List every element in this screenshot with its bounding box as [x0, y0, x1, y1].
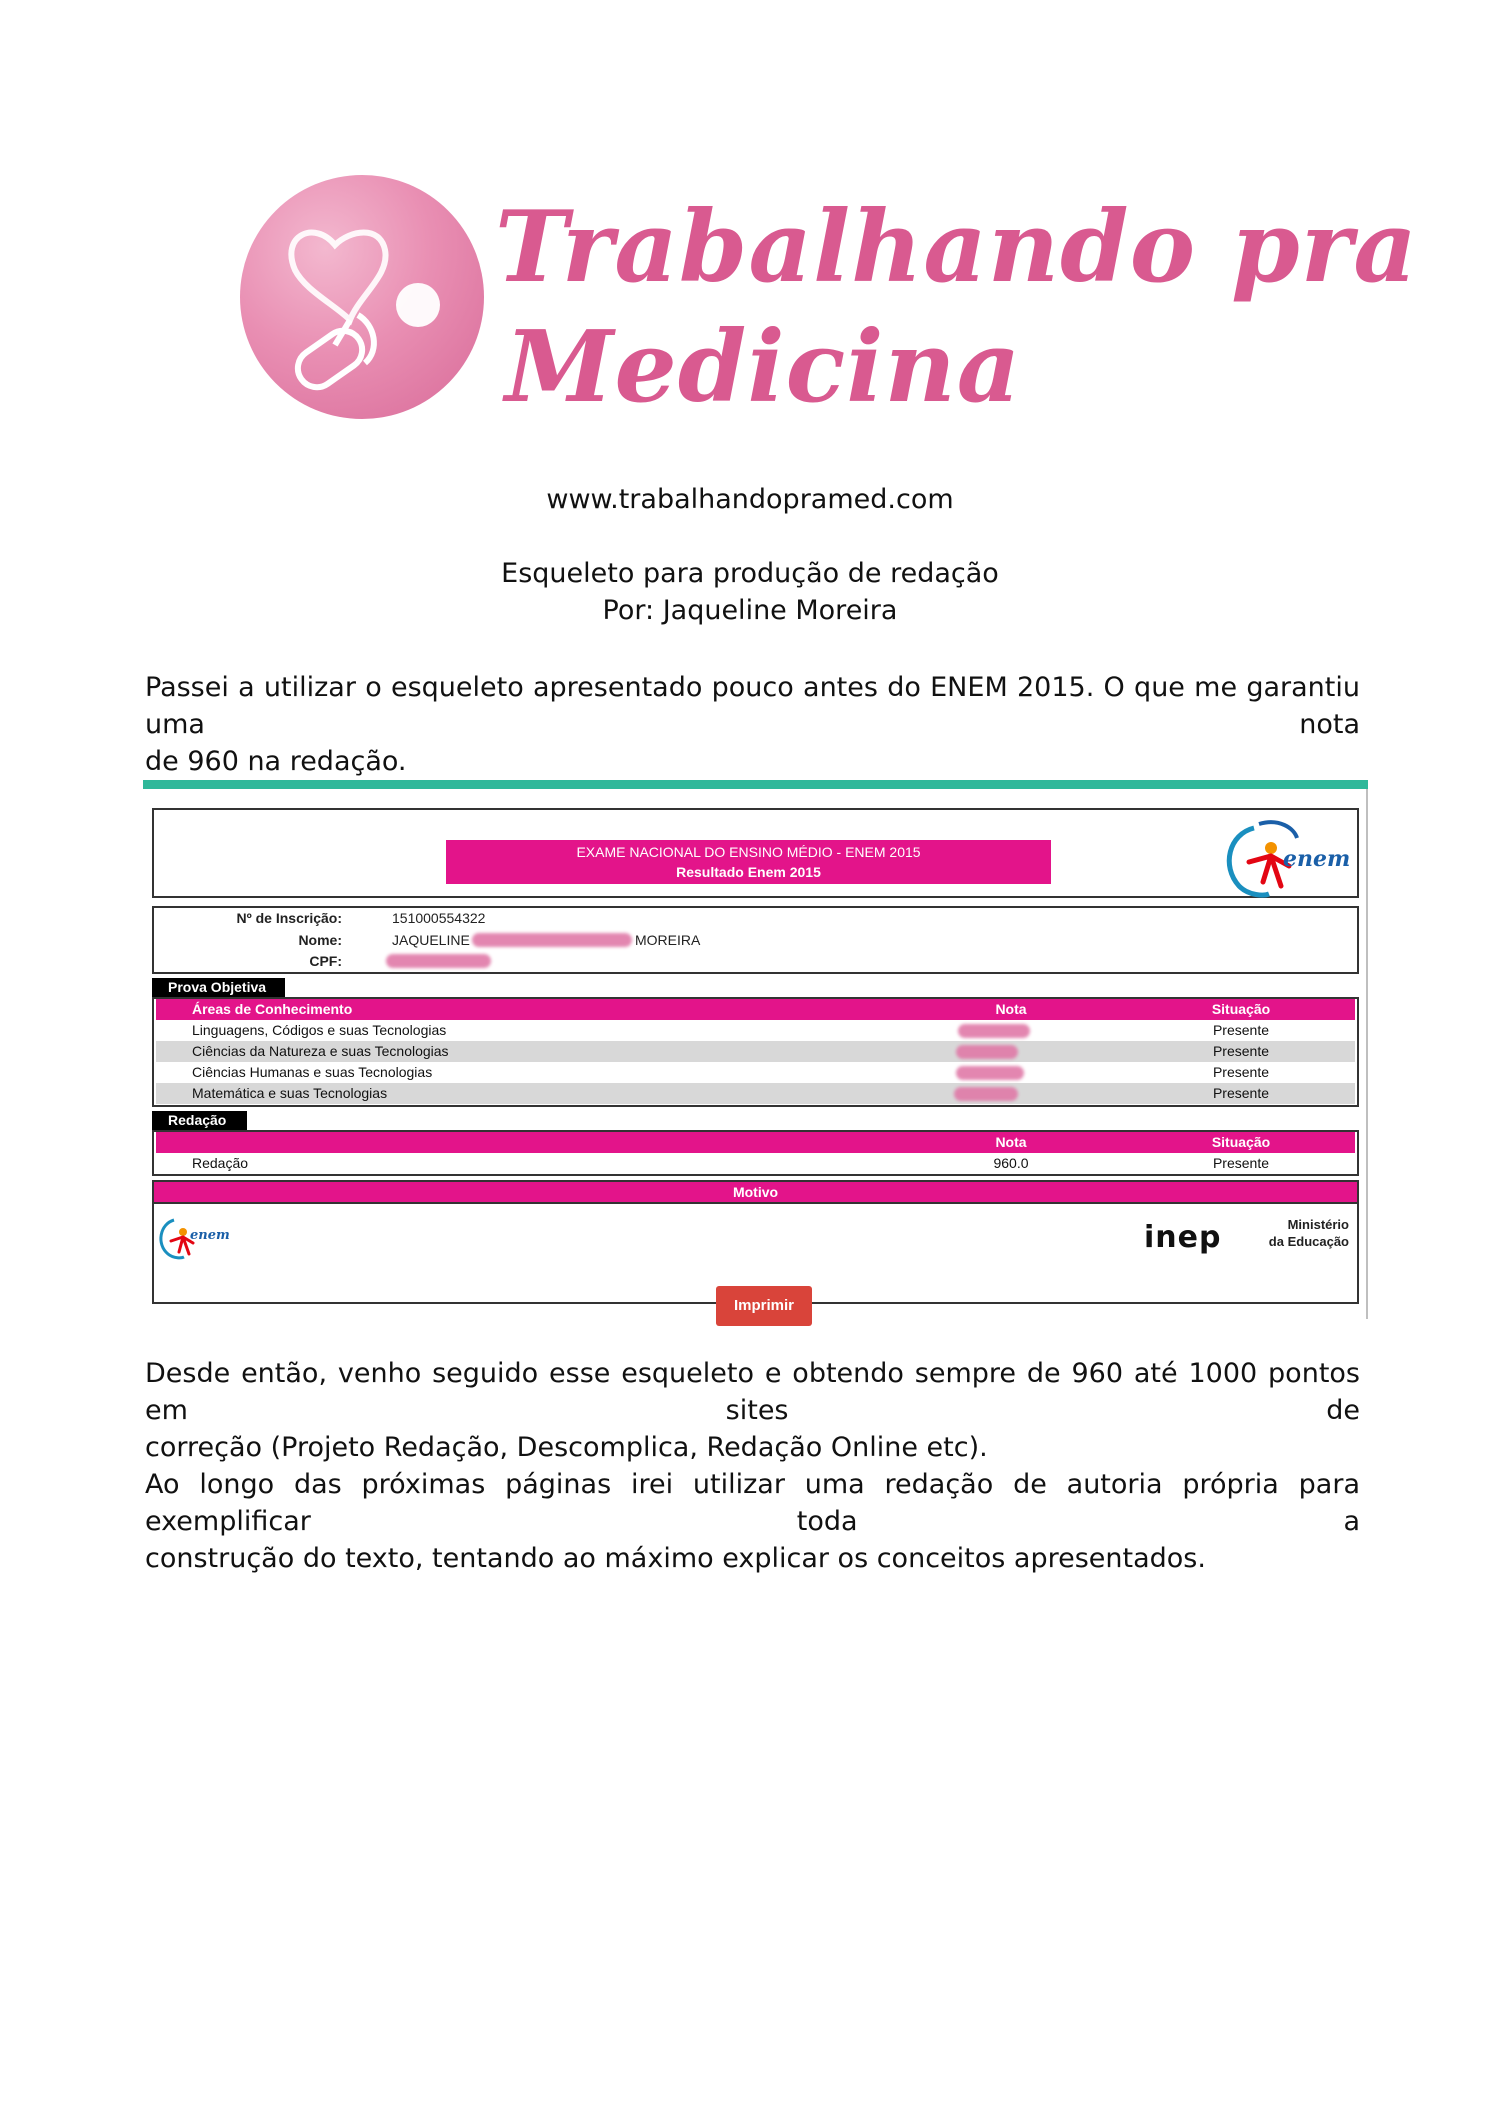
screenshot-top-bar [143, 780, 1368, 789]
next-pages-line-2: construção do texto, tentando ao máximo explicar os conceitos apresentados. [145, 1543, 1206, 1574]
ministerio-line1: Ministério [1287, 1217, 1349, 1232]
area-name: Ciências Humanas e suas Tecnologias [192, 1064, 433, 1080]
redacted-name [472, 933, 632, 947]
inscricao-label: Nº de Inscrição: [236, 910, 342, 926]
inep-logo: inep [1144, 1220, 1222, 1255]
objetiva-header-row [156, 999, 1355, 1020]
ministerio-logo [1269, 1216, 1349, 1250]
nome-last: MOREIRA [635, 932, 701, 948]
col-nota-header: Nota [995, 1134, 1027, 1150]
result-footer-box [152, 1204, 1359, 1314]
next-pages-line-1: Ao longo das próximas páginas irei utilizar uma redação de autoria própria para exemplificar toda a [145, 1469, 1360, 1537]
table-row [156, 1062, 1355, 1083]
redacao-score: 960.0 [993, 1155, 1029, 1171]
table-row [156, 1020, 1355, 1041]
footer-enem-text: enem [190, 1228, 230, 1243]
col-situacao-header: Situação [1211, 1001, 1271, 1017]
print-button[interactable]: Imprimir [716, 1286, 812, 1326]
ministerio-line2: da Educação [1268, 1234, 1349, 1249]
redacao-tab: Redação [152, 1111, 247, 1130]
exam-banner [446, 840, 1051, 884]
experience-line-2: correção (Projeto Redação, Descomplica, Redação Online etc). [145, 1432, 988, 1463]
redacao-header-row [156, 1132, 1355, 1153]
paragraph-experience [145, 1355, 1360, 1466]
redacted-score [956, 1066, 1024, 1080]
candidate-info-box [152, 906, 1359, 974]
paragraph-next-pages [145, 1466, 1360, 1577]
inscricao-value: 151000554322 [392, 910, 486, 926]
area-name: Redação [192, 1155, 249, 1171]
area-name: Ciências da Natureza e suas Tecnologias [192, 1043, 449, 1059]
situacao-value: Presente [1212, 1155, 1270, 1171]
intro-line-2: de 960 na redação. [145, 746, 407, 777]
situacao-value: Presente [1212, 1064, 1270, 1080]
prova-objetiva-tab: Prova Objetiva [152, 978, 285, 997]
exam-banner-subtitle: Resultado Enem 2015 [676, 864, 821, 880]
col-situacao-header: Situação [1211, 1134, 1271, 1150]
redacted-cpf [386, 954, 491, 968]
logo-emblem [240, 175, 484, 419]
situacao-value: Presente [1212, 1085, 1270, 1101]
col-nota-header: Nota [995, 1001, 1027, 1017]
experience-line-1: Desde então, venho seguido esse esqueleto e obtendo sempre de 960 até 1000 pontos em sites de [145, 1358, 1360, 1426]
author-line: Por: Jaqueline Moreira [602, 595, 898, 626]
stethoscope-heart-icon [240, 175, 484, 419]
enem-result-screenshot [143, 780, 1368, 1320]
table-row [156, 1083, 1355, 1104]
intro-line-1: Passei a utilizar o esqueleto apresentado pouco antes do ENEM 2015. O que me garantiu uma nota [145, 672, 1360, 740]
nome-first: JAQUELINE [392, 932, 470, 948]
objetiva-table [152, 997, 1359, 1107]
enem-logo [1219, 816, 1349, 898]
website-link[interactable]: www.trabalhandopramed.com [546, 484, 954, 515]
redacao-table [152, 1130, 1359, 1176]
redacted-score [956, 1045, 1018, 1059]
enem-logo-text: enem [1283, 846, 1351, 872]
situacao-value: Presente [1212, 1043, 1270, 1059]
cpf-label: CPF: [309, 953, 342, 969]
result-header-box [152, 808, 1359, 898]
redacted-score [954, 1087, 1018, 1101]
col-areas-header: Áreas de Conhecimento [192, 1001, 353, 1017]
screenshot-right-border [1366, 789, 1368, 1319]
table-row [156, 1153, 1355, 1174]
intro-paragraph [145, 669, 1360, 780]
table-row [156, 1041, 1355, 1062]
situacao-value: Presente [1212, 1022, 1270, 1038]
redacted-score [958, 1024, 1030, 1038]
nome-label: Nome: [298, 932, 342, 948]
logo-title-line1: Trabalhando pra [495, 190, 1418, 305]
area-name: Matemática e suas Tecnologias [192, 1085, 388, 1101]
footer-enem-logo [156, 1212, 230, 1262]
exam-banner-title: EXAME NACIONAL DO ENSINO MÉDIO - ENEM 2015 [576, 844, 921, 860]
motivo-bar: Motivo [152, 1180, 1359, 1204]
logo-title-line2: Medicina [505, 310, 1022, 425]
area-name: Linguagens, Códigos e suas Tecnologias [192, 1022, 447, 1038]
document-title: Esqueleto para produção de redação [501, 558, 999, 589]
